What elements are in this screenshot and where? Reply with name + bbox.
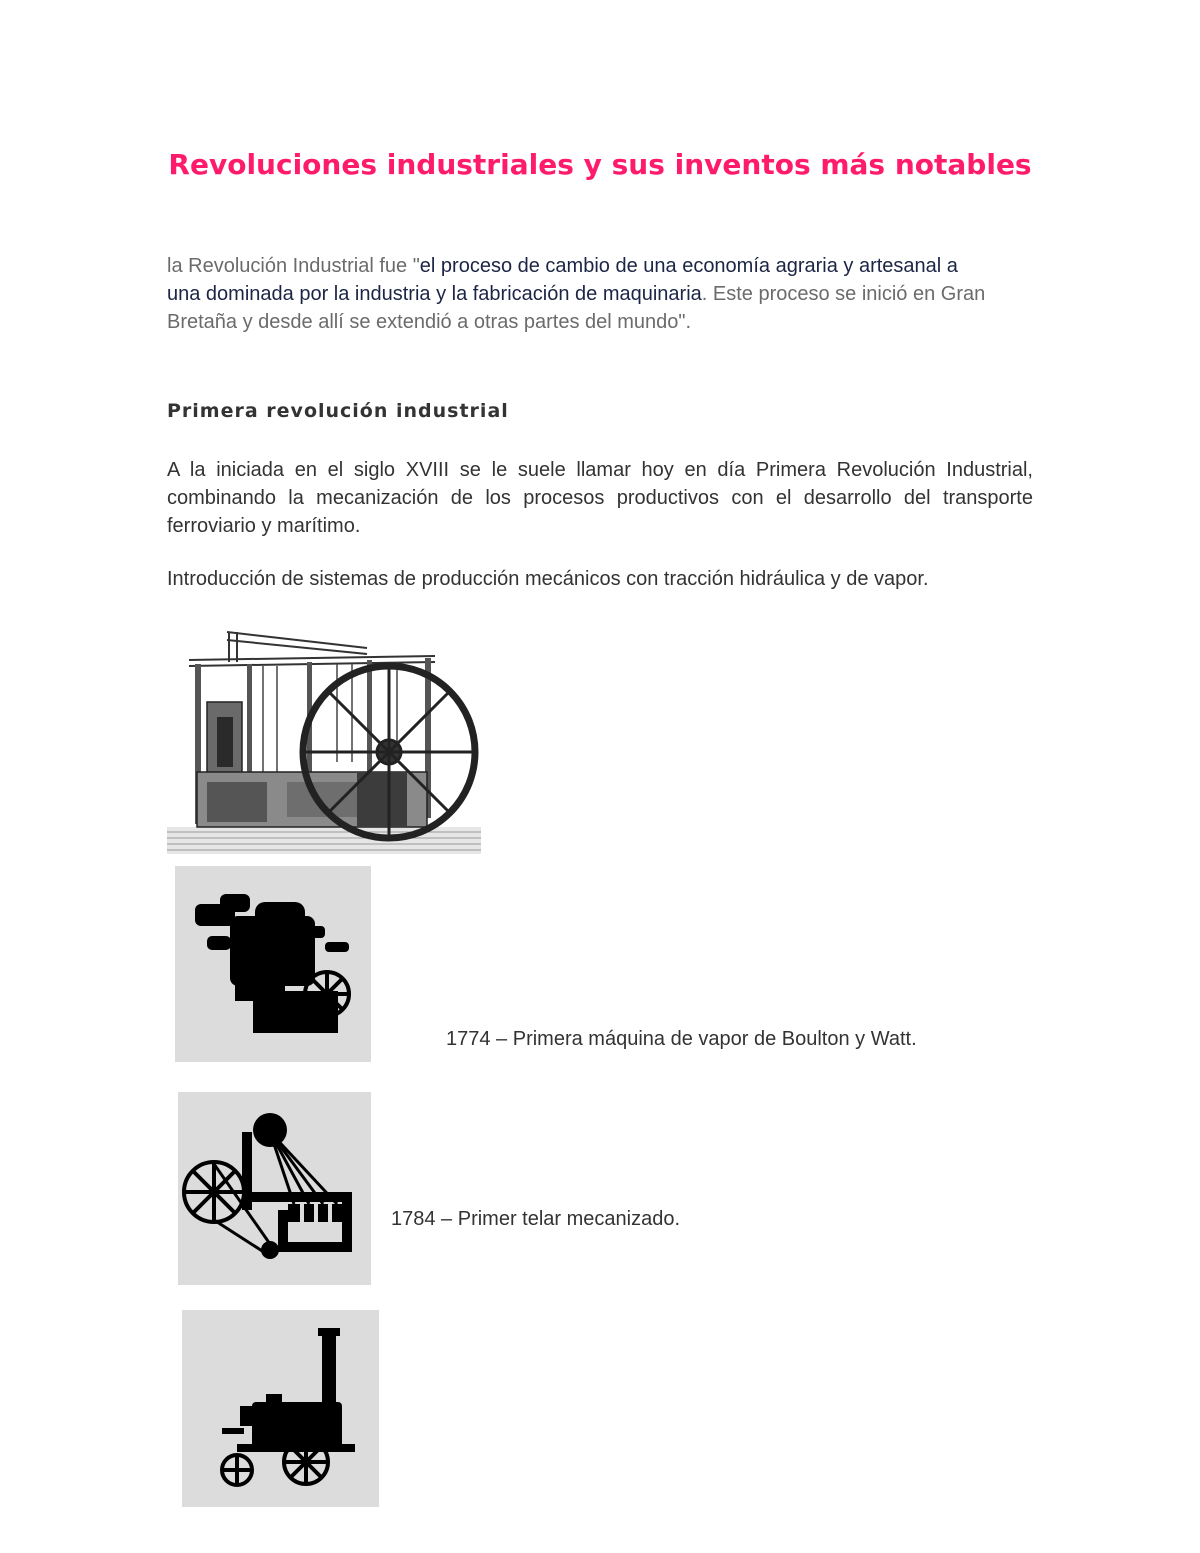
steam-engine-engraving-drawing: [167, 622, 481, 854]
caption-loom: 1784 – Primer telar mecanizado.: [391, 1208, 681, 1230]
mechanized-loom-icon: [178, 1092, 371, 1285]
locomotive-icon: [182, 1310, 379, 1507]
steam-engine-silhouette: [175, 866, 371, 1062]
section-heading: Primera revolución industrial: [167, 400, 509, 422]
loom-silhouette: [178, 1092, 371, 1285]
intro-part-3: . Este proceso se inició en Gran Bretaña y desde allí se extendió a otras partes del mundo".: [167, 283, 986, 333]
intro-quote: el proceso de cambio de una economía agraria y artesanal a una dominada por la industria y la fabricación de maquinaria: [167, 255, 958, 305]
locomotive-silhouette: [182, 1310, 379, 1507]
document-title: Revoluciones industriales y sus inventos más notables: [168, 148, 1032, 181]
steam-engine-engraving: [167, 622, 481, 854]
steam-engine-icon: [175, 866, 371, 1062]
paragraph-production-systems: Introducción de sistemas de producción mecánicos con tracción hidráulica y de vapor.: [167, 568, 929, 590]
intro-paragraph: [167, 252, 987, 336]
caption-steam-engine: 1774 – Primera máquina de vapor de Boulton y Watt.: [446, 1028, 917, 1050]
paragraph-first-revolution: A la iniciada en el siglo XVIII se le suele llamar hoy en día Primera Revolución Industrial, combinando la mecanización de los procesos productivos con el desarrollo del transporte ferroviario y marítimo.: [167, 459, 1033, 537]
intro-part-1: la Revolución Industrial fue ": [167, 255, 420, 277]
